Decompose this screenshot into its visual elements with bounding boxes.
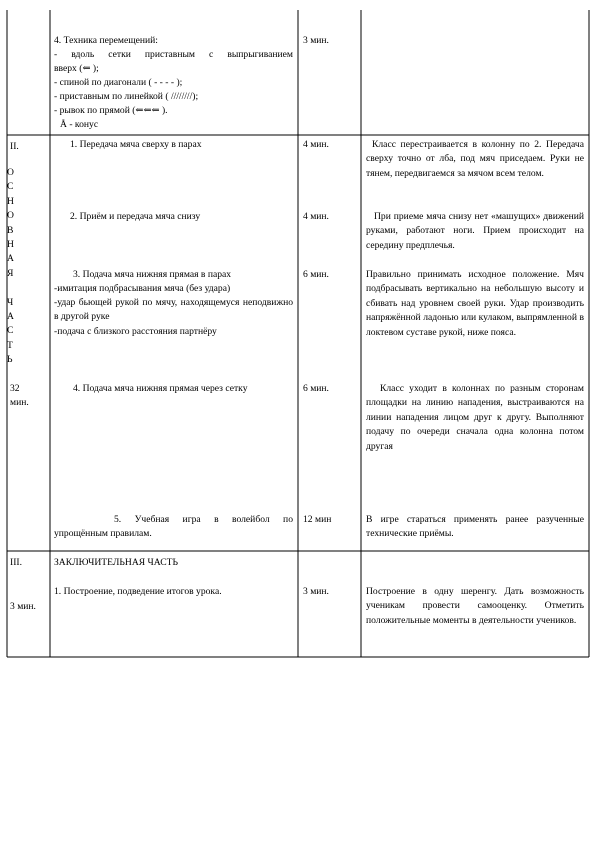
item-note: Класс уходит в колоннах по разным сторонам площадки на линию нападения, выстраиваются на линии нападения лицом друг к другу. Выполняют подачу по очереди сначала одна колонна потом другая (366, 383, 584, 452)
row1-line: - спиной по диагонали ( - - - - ); (54, 77, 183, 88)
section2-duration: 32 (10, 383, 20, 394)
item-sub: -удар бьющей рукой по мячу, находящемуся неподвижно в другой руке (54, 297, 293, 323)
section2-duration-unit: мин. (10, 397, 29, 408)
item-time: 3 мин. (303, 586, 329, 597)
item-time: 6 мин. (303, 383, 329, 394)
item-title: 5. Учебная игра в волейбол по упрощённым правилам. (54, 514, 293, 540)
section2-number: II. (10, 141, 19, 152)
section2-vertical-title: О С Н О В Н А Я Ч А С Т Ь (7, 167, 14, 366)
row1-line: вверх (⇐ ); (54, 63, 99, 74)
item-title: 3. Подача мяча нижняя прямая в парах (73, 269, 232, 280)
row1-line: - приставным по линейкой ( ////////); (54, 91, 199, 102)
item-title: 1. Построение, подведение итогов урока. (54, 586, 222, 597)
row1-line: 4. Техника перемещений: (54, 35, 158, 46)
section3-duration: 3 мин. (10, 601, 36, 612)
item-note: В игре стараться применять ранее разученные технические приёмы. (366, 514, 584, 540)
item-title: 4. Подача мяча нижняя прямая через сетку (73, 383, 248, 394)
item-time: 4 мин. (303, 139, 329, 150)
item-time: 4 мин. (303, 211, 329, 222)
item-time: 12 мин (303, 514, 332, 525)
item-note: Построение в одну шеренгу. Дать возможность ученикам провести самооценку. Отметить положительные моменты в деятельности учеников. (366, 586, 584, 626)
item-note: Правильно принимать исходное положение. Мяч подбрасывать вертикально на небольшую высоту и сбивать над уровнем своей руки. Удар производить напряжённой ладонью или кулаком, выпрямленной в локтевом суставе рукой, ниже пояса. (366, 269, 584, 338)
item-note: При приеме мяча снизу нет «машущих» движений руками, работают ноги. Прием происходит на середину предплечья. (366, 211, 584, 251)
item-sub: -подача с близкого расстояния партнёру (54, 326, 217, 337)
item-sub: -имитация подбрасывания мяча (без удара) (54, 283, 231, 294)
item-title: 2. Приём и передача мяча снизу (70, 211, 201, 222)
section3-heading: ЗАКЛЮЧИТЕЛЬНАЯ ЧАСТЬ (54, 557, 179, 568)
section3-number: III. (10, 557, 22, 568)
row1-line: - рывок по прямой (⇐⇐⇐ ). (54, 105, 168, 116)
row1-time: 3 мин. (303, 35, 329, 46)
item-note: Класс перестраивается в колонну по 2. Передача сверху точно от лба, под мяч приседаем. Руки не тянем, передвигаемся за мячом всем телом. (366, 139, 584, 179)
item-title: 1. Передача мяча сверху в парах (70, 139, 202, 150)
item-time: 6 мин. (303, 269, 329, 280)
row1-line: Å - конус (60, 119, 99, 130)
row1-line: - вдоль сетки приставным с выпрыгиванием (54, 49, 293, 60)
